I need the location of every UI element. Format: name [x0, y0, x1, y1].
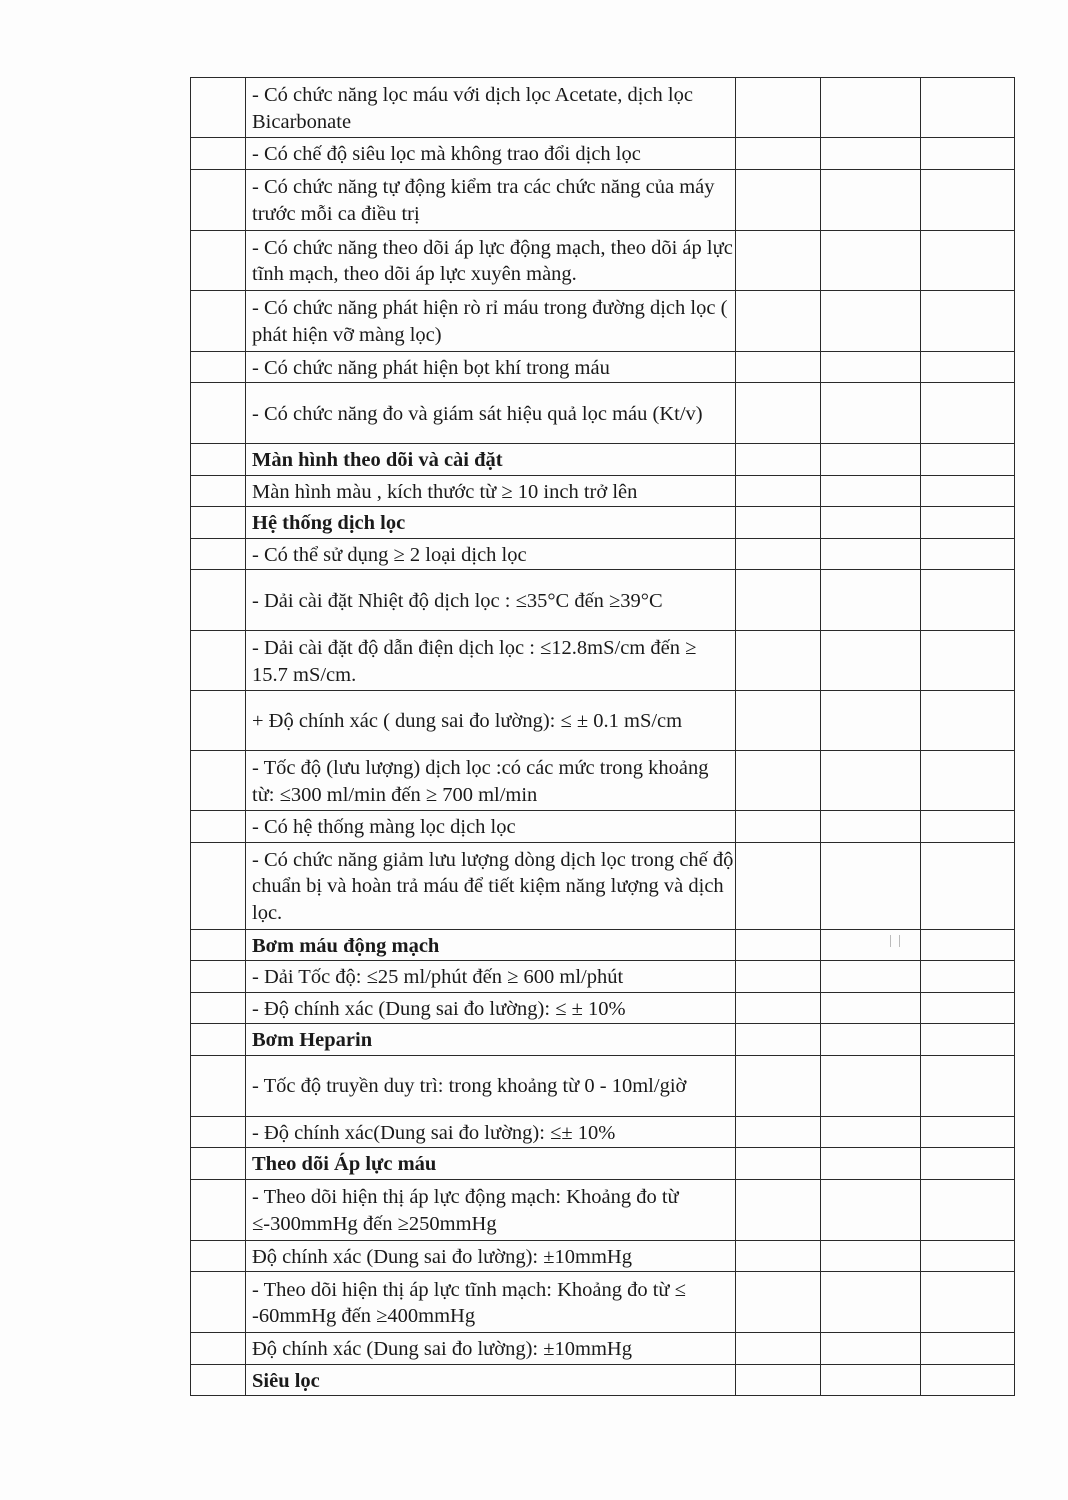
- spec-text: - Có chức năng đo và giám sát hiệu quả lọc máu (Kt/v): [246, 383, 736, 444]
- note-cell: [921, 351, 1015, 383]
- spec-text: - Có chức năng phát hiện bọt khí trong máu: [246, 351, 736, 383]
- section-heading: Theo dõi Áp lực máu: [246, 1148, 736, 1180]
- spec-row: [191, 78, 1015, 138]
- note-cell: [921, 961, 1015, 993]
- reference-cell: [821, 1272, 921, 1333]
- spec-row: [191, 842, 1015, 929]
- compliance-cell: [736, 78, 821, 138]
- note-cell: [921, 383, 1015, 444]
- note-cell: [921, 631, 1015, 691]
- reference-cell: [821, 444, 921, 476]
- reference-cell: [821, 570, 921, 631]
- note-cell: [921, 570, 1015, 631]
- compliance-cell: [736, 811, 821, 843]
- reference-cell: [821, 383, 921, 444]
- spec-row: [191, 961, 1015, 993]
- compliance-cell: [736, 631, 821, 691]
- reference-cell: [821, 507, 921, 539]
- spec-text: - Có chức năng lọc máu với dịch lọc Acetate, dịch lọc Bicarbonate: [246, 78, 736, 138]
- compliance-cell: [736, 1148, 821, 1180]
- spec-row: [191, 169, 1015, 230]
- compliance-cell: [736, 1333, 821, 1365]
- spec-row: [191, 475, 1015, 507]
- spec-row: [191, 691, 1015, 751]
- spec-row: [191, 1179, 1015, 1240]
- note-cell: [921, 992, 1015, 1024]
- note-cell: [921, 475, 1015, 507]
- note-cell: [921, 1179, 1015, 1240]
- spec-text: - Có thể sử dụng ≥ 2 loại dịch lọc: [246, 538, 736, 570]
- spec-table: [190, 77, 1015, 1396]
- reference-cell: [821, 138, 921, 170]
- index-cell: [191, 351, 246, 383]
- spec-row: [191, 290, 1015, 351]
- compliance-cell: [736, 842, 821, 929]
- compliance-cell: [736, 1179, 821, 1240]
- index-cell: [191, 929, 246, 961]
- index-cell: [191, 169, 246, 230]
- compliance-cell: [736, 751, 821, 811]
- section-heading-row: [191, 1364, 1015, 1396]
- reference-cell: [821, 751, 921, 811]
- spec-row: [191, 751, 1015, 811]
- compliance-cell: [736, 383, 821, 444]
- reference-cell: [821, 230, 921, 290]
- reference-cell: [821, 992, 921, 1024]
- note-cell: [921, 842, 1015, 929]
- index-cell: [191, 691, 246, 751]
- spec-row: [191, 1240, 1015, 1272]
- spec-text: - Độ chính xác (Dung sai đo lường): ≤ ± 10%: [246, 992, 736, 1024]
- index-cell: [191, 1179, 246, 1240]
- note-cell: [921, 230, 1015, 290]
- reference-cell: [821, 1240, 921, 1272]
- spec-row: [191, 811, 1015, 843]
- spec-text: - Tốc độ (lưu lượng) dịch lọc :có các mức trong khoảng từ: ≤300 ml/min đến ≥ 700 ml/min: [246, 751, 736, 811]
- compliance-cell: [736, 1364, 821, 1396]
- compliance-cell: [736, 570, 821, 631]
- compliance-cell: [736, 169, 821, 230]
- compliance-cell: [736, 1240, 821, 1272]
- spec-text: - Có chức năng tự động kiểm tra các chức năng của máy trước mỗi ca điều trị: [246, 169, 736, 230]
- compliance-cell: [736, 444, 821, 476]
- spec-text: - Có chức năng giảm lưu lượng dòng dịch lọc trong chế độ chuẩn bị và hoàn trả máu để tiết kiệm năng lượng và dịch lọc.: [246, 842, 736, 929]
- index-cell: [191, 138, 246, 170]
- index-cell: [191, 992, 246, 1024]
- note-cell: [921, 538, 1015, 570]
- reference-cell: [821, 1333, 921, 1365]
- reference-cell: [821, 961, 921, 993]
- reference-cell: [821, 538, 921, 570]
- index-cell: [191, 78, 246, 138]
- spec-text: - Độ chính xác(Dung sai đo lường): ≤± 10%: [246, 1116, 736, 1148]
- section-heading: Màn hình theo dõi và cài đặt: [246, 444, 736, 476]
- spec-text: Màn hình màu , kích thước từ ≥ 10 inch trở lên: [246, 475, 736, 507]
- note-cell: [921, 78, 1015, 138]
- section-heading: Hệ thống dịch lọc: [246, 507, 736, 539]
- note-cell: [921, 507, 1015, 539]
- reference-cell: [821, 78, 921, 138]
- compliance-cell: [736, 1272, 821, 1333]
- index-cell: [191, 842, 246, 929]
- scan-mark: [890, 935, 900, 947]
- note-cell: [921, 1240, 1015, 1272]
- spec-text: + Độ chính xác ( dung sai đo lường): ≤ ± 0.1 mS/cm: [246, 691, 736, 751]
- spec-row: [191, 138, 1015, 170]
- note-cell: [921, 691, 1015, 751]
- spec-text: - Theo dõi hiện thị áp lực động mạch: Khoảng đo từ ≤-300mmHg đến ≥250mmHg: [246, 1179, 736, 1240]
- index-cell: [191, 1148, 246, 1180]
- spec-text: - Có chế độ siêu lọc mà không trao đổi dịch lọc: [246, 138, 736, 170]
- spec-text: Độ chính xác (Dung sai đo lường): ±10mmHg: [246, 1333, 736, 1365]
- note-cell: [921, 169, 1015, 230]
- section-heading: Bơm Heparin: [246, 1024, 736, 1056]
- index-cell: [191, 230, 246, 290]
- spec-row: [191, 1055, 1015, 1116]
- spec-table-body: [191, 78, 1015, 1396]
- section-heading-row: [191, 1148, 1015, 1180]
- section-heading: Siêu lọc: [246, 1364, 736, 1396]
- reference-cell: [821, 842, 921, 929]
- index-cell: [191, 631, 246, 691]
- spec-text: - Dải cài đặt độ dẫn điện dịch lọc : ≤12.8mS/cm đến ≥ 15.7 mS/cm.: [246, 631, 736, 691]
- section-heading: Bơm máu động mạch: [246, 929, 736, 961]
- spec-row: [191, 351, 1015, 383]
- note-cell: [921, 751, 1015, 811]
- reference-cell: [821, 1055, 921, 1116]
- spec-row: [191, 631, 1015, 691]
- compliance-cell: [736, 691, 821, 751]
- compliance-cell: [736, 475, 821, 507]
- compliance-cell: [736, 230, 821, 290]
- reference-cell: [821, 169, 921, 230]
- note-cell: [921, 444, 1015, 476]
- index-cell: [191, 538, 246, 570]
- index-cell: [191, 507, 246, 539]
- index-cell: [191, 1240, 246, 1272]
- index-cell: [191, 475, 246, 507]
- compliance-cell: [736, 507, 821, 539]
- spec-row: [191, 992, 1015, 1024]
- reference-cell: [821, 929, 921, 961]
- spec-text: - Dải Tốc độ: ≤25 ml/phút đến ≥ 600 ml/phút: [246, 961, 736, 993]
- index-cell: [191, 1364, 246, 1396]
- note-cell: [921, 1148, 1015, 1180]
- note-cell: [921, 1333, 1015, 1365]
- note-cell: [921, 290, 1015, 351]
- index-cell: [191, 1055, 246, 1116]
- note-cell: [921, 1055, 1015, 1116]
- compliance-cell: [736, 961, 821, 993]
- reference-cell: [821, 691, 921, 751]
- note-cell: [921, 1364, 1015, 1396]
- reference-cell: [821, 1148, 921, 1180]
- section-heading-row: [191, 507, 1015, 539]
- reference-cell: [821, 475, 921, 507]
- index-cell: [191, 1116, 246, 1148]
- reference-cell: [821, 811, 921, 843]
- note-cell: [921, 1024, 1015, 1056]
- note-cell: [921, 138, 1015, 170]
- index-cell: [191, 1024, 246, 1056]
- reference-cell: [821, 631, 921, 691]
- index-cell: [191, 811, 246, 843]
- spec-text: - Theo dõi hiện thị áp lực tĩnh mạch: Khoảng đo từ ≤ -60mmHg đến ≥400mmHg: [246, 1272, 736, 1333]
- reference-cell: [821, 1364, 921, 1396]
- compliance-cell: [736, 138, 821, 170]
- spec-row: [191, 383, 1015, 444]
- compliance-cell: [736, 1024, 821, 1056]
- spec-text: - Tốc độ truyền duy trì: trong khoảng từ 0 - 10ml/giờ: [246, 1055, 736, 1116]
- spec-row: [191, 1333, 1015, 1365]
- section-heading-row: [191, 444, 1015, 476]
- index-cell: [191, 383, 246, 444]
- compliance-cell: [736, 351, 821, 383]
- index-cell: [191, 444, 246, 476]
- note-cell: [921, 929, 1015, 961]
- spec-row: [191, 1272, 1015, 1333]
- reference-cell: [821, 1024, 921, 1056]
- note-cell: [921, 1272, 1015, 1333]
- index-cell: [191, 290, 246, 351]
- spec-text: Độ chính xác (Dung sai đo lường): ±10mmHg: [246, 1240, 736, 1272]
- spec-row: [191, 538, 1015, 570]
- index-cell: [191, 1333, 246, 1365]
- compliance-cell: [736, 929, 821, 961]
- spec-row: [191, 230, 1015, 290]
- reference-cell: [821, 290, 921, 351]
- reference-cell: [821, 351, 921, 383]
- compliance-cell: [736, 1055, 821, 1116]
- compliance-cell: [736, 290, 821, 351]
- spec-text: - Có hệ thống màng lọc dịch lọc: [246, 811, 736, 843]
- spec-text: - Dải cài đặt Nhiệt độ dịch lọc : ≤35°C đến ≥39°C: [246, 570, 736, 631]
- compliance-cell: [736, 992, 821, 1024]
- note-cell: [921, 811, 1015, 843]
- spec-row: [191, 570, 1015, 631]
- compliance-cell: [736, 538, 821, 570]
- index-cell: [191, 961, 246, 993]
- spec-row: [191, 1116, 1015, 1148]
- note-cell: [921, 1116, 1015, 1148]
- compliance-cell: [736, 1116, 821, 1148]
- section-heading-row: [191, 1024, 1015, 1056]
- spec-text: - Có chức năng phát hiện rò rỉ máu trong đường dịch lọc ( phát hiện vỡ màng lọc): [246, 290, 736, 351]
- index-cell: [191, 1272, 246, 1333]
- index-cell: [191, 751, 246, 811]
- index-cell: [191, 570, 246, 631]
- spec-text: - Có chức năng theo dõi áp lực động mạch, theo dõi áp lực tĩnh mạch, theo dõi áp lực xuyên màng.: [246, 230, 736, 290]
- reference-cell: [821, 1179, 921, 1240]
- reference-cell: [821, 1116, 921, 1148]
